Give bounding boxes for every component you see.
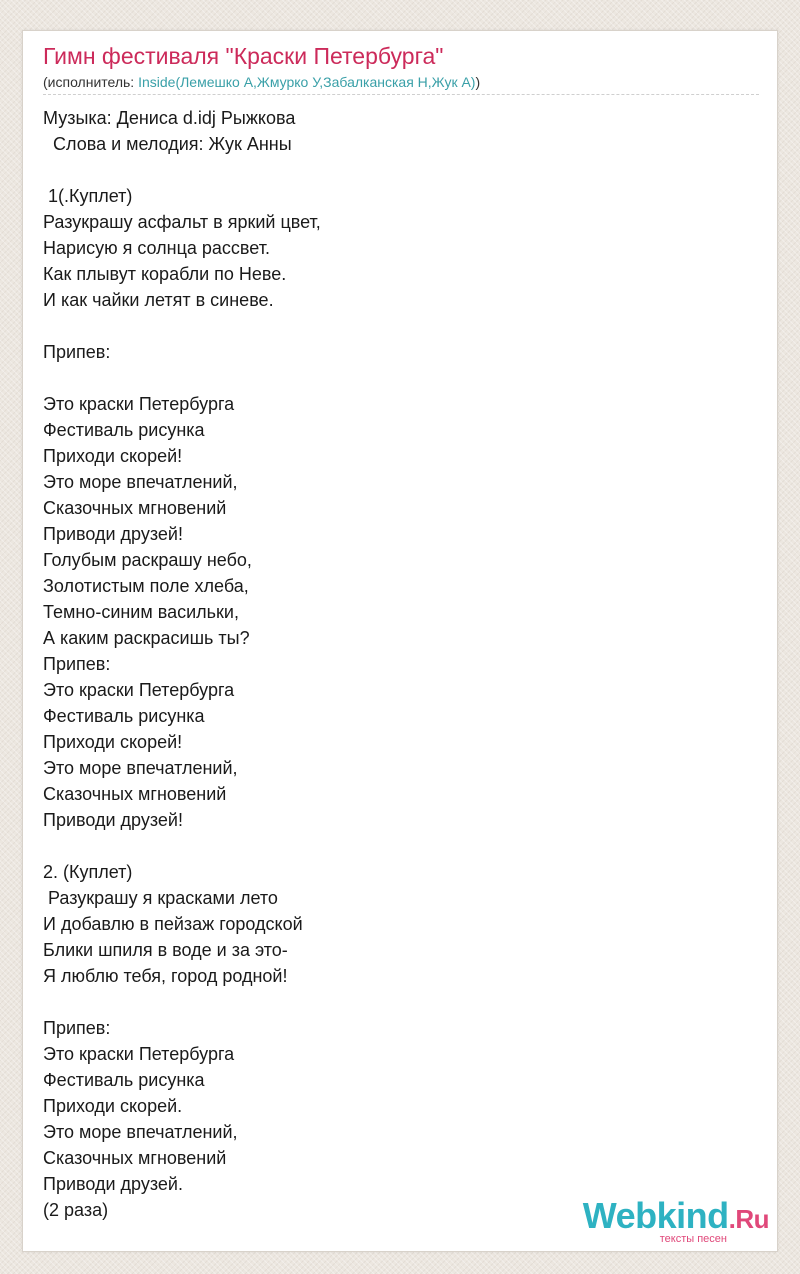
lyric-line xyxy=(43,157,743,183)
lyric-line: Блики шпиля в воде и за это- xyxy=(43,940,288,960)
logo-tagline: тексты песен xyxy=(659,1233,727,1245)
lyric-line: Припев: xyxy=(43,342,111,362)
lyric-line: Слова и мелодия: Жук Анны xyxy=(43,134,292,154)
lyric-line: Это краски Петербурга xyxy=(43,680,235,700)
lyric-line: Это краски Петербурга xyxy=(43,1044,235,1064)
lyric-line: Приводи друзей! xyxy=(43,810,183,830)
lyric-line: Это море впечатлений, xyxy=(43,1122,238,1142)
lyric-line: Приходи скорей! xyxy=(43,732,183,752)
lyric-line: И добавлю в пейзаж городской xyxy=(43,914,303,934)
lyric-line: Как плывут корабли по Неве. xyxy=(43,264,287,284)
lyric-line: (2 раза) xyxy=(43,1200,109,1220)
lyric-line: 2. (Куплет) xyxy=(43,862,133,882)
lyric-line xyxy=(43,833,743,859)
lyric-line: А каким раскрасишь ты? xyxy=(43,628,250,648)
lyric-line: И как чайки летят в синеве. xyxy=(43,290,274,310)
lyric-line: Фестиваль рисунка xyxy=(43,706,205,726)
lyric-line: Я люблю тебя, город родной! xyxy=(43,966,288,986)
lyric-line: Разукрашу асфальт в яркий цвет, xyxy=(43,212,321,232)
lyric-line: Это краски Петербурга xyxy=(43,394,235,414)
site-logo[interactable] xyxy=(569,1197,769,1245)
logo-name: Webkind xyxy=(582,1195,729,1236)
lyric-line: Припев: xyxy=(43,1018,111,1038)
logo-wordmark xyxy=(583,1197,769,1238)
performer-prefix: (исполнитель: xyxy=(43,74,139,90)
lyric-line xyxy=(43,313,743,339)
performer-suffix: ) xyxy=(475,74,481,90)
lyric-line: Разукрашу я красками лето xyxy=(43,888,278,908)
lyric-line: Золотистым поле хлеба, xyxy=(43,576,249,596)
logo-tld: .Ru xyxy=(728,1204,769,1234)
lyric-line: Фестиваль рисунка xyxy=(43,1070,205,1090)
lyric-line: Сказочных мгновений xyxy=(43,1148,227,1168)
lyric-line: 1(.Куплет) xyxy=(43,186,133,206)
lyric-line xyxy=(43,989,743,1015)
lyric-line: Это море впечатлений, xyxy=(43,758,238,778)
lyric-line: Нарисую я солнца рассвет. xyxy=(43,238,270,258)
lyric-line: Приводи друзей! xyxy=(43,524,183,544)
lyric-line: Это море впечатлений, xyxy=(43,472,238,492)
lyric-line: Приходи скорей! xyxy=(43,446,183,466)
lyric-line: Припев: xyxy=(43,654,111,674)
page-title: Гимн фестиваля "Краски Петербурга" xyxy=(43,43,444,69)
lyric-line: Приходи скорей. xyxy=(43,1096,183,1116)
lyric-line xyxy=(43,365,743,391)
lyric-line: Сказочных мгновений xyxy=(43,784,227,804)
lyric-line: Приводи друзей. xyxy=(43,1174,183,1194)
title-divider xyxy=(43,94,759,95)
artist-link[interactable]: Inside(Лемешко А,Жмурко У,Забалканская Н,Жук А) xyxy=(138,74,476,90)
lyrics-text xyxy=(43,105,743,1223)
lyric-line: Сказочных мгновений xyxy=(43,498,227,518)
lyric-line: Голубым раскрашу небо, xyxy=(43,550,252,570)
lyric-line: Темно-синим васильки, xyxy=(43,602,239,622)
lyric-line: Музыка: Дениса d.idj Рыжкова xyxy=(43,108,296,128)
lyric-line: Фестиваль рисунка xyxy=(43,420,205,440)
performer-line xyxy=(43,74,480,90)
lyrics-card xyxy=(22,30,778,1252)
